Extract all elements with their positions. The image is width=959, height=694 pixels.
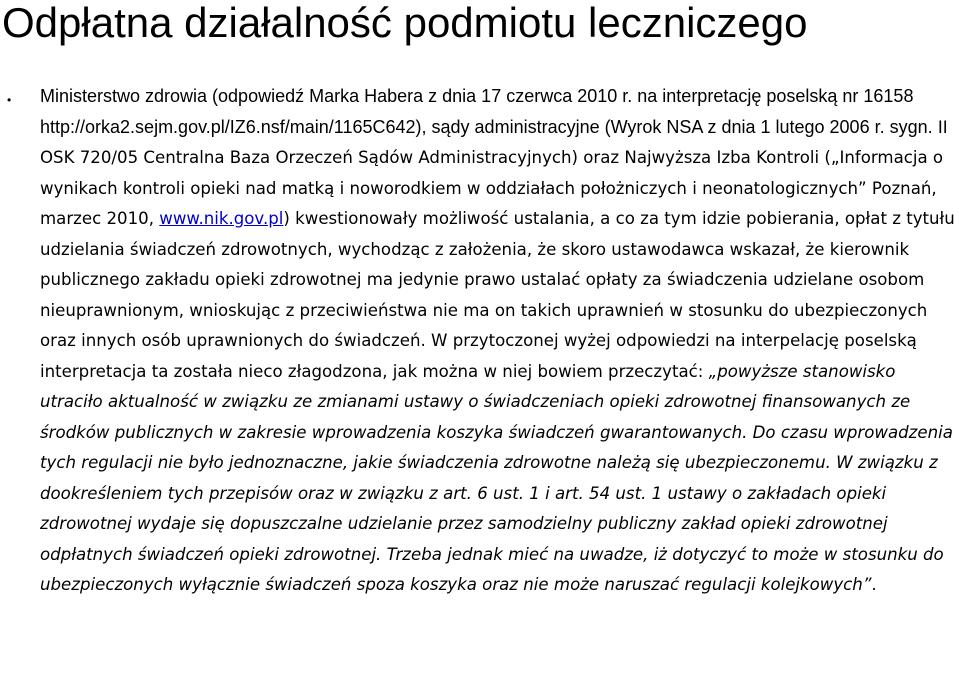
paragraph-quote: „powyższe stanowisko utraciło aktualność w związku ze zmianami ustawy o świadczeniach opieki zdrowotnej finansowanych ze środków publicznych w zakresie wprowadzenia koszyka świadczeń gwarantowanych. Do czasu wprowadzenia tych regulacji nie było jednoznaczne, jakie świadczenia zdrowotne należą się ubezpieczonemu. W związku z dookreśleniem tych przepisów oraz w związku z art. 6 ust. 1 i art. 54 ust. 1 ustawy o zakładach opieki zdrowotnej wydaje się dopuszczalne udzielanie przez samodzielny publiczny zakład opieki zdrowotnej odpłatnych świadczeń opieki zdrowotnej. Trzeba jednak mieć na uwadze, iż dotyczyć to może w stosunku do ubezpieczonych wyłącznie świadczeń spoza koszyka oraz nie może naruszać regulacji kolejkowych” (40, 361, 953, 594)
nik-link[interactable]: www.nik.gov.pl (159, 209, 284, 228)
paragraph-main: ) kwestionowały możliwość ustalania, a co za tym idzie pobierania, opłat z tytułu udzielania świadczeń zdrowotnych, wychodząc z założenia, że skoro ustawodawca wskazał, że kierownik publicznego zakładu opieki zdrowotnej ma jedynie prawo ustalać opłaty za świadczenia udzielane osobom nieuprawnionym, wnioskując z przeciwieństwa nie ma on takich uprawnień w stosunku do ubezpieczonych oraz innych osób uprawnionych do świadczeń. W przytoczonej wyżej odpowiedzi na interpelację poselską interpretacja ta została nieco złagodzona, jak można w niej bowiem przeczytać: (40, 209, 955, 381)
paragraph-end: . (871, 575, 877, 594)
paragraph-intro: Ministerstwo zdrowia (odpowiedź Marka Habera z dnia 17 czerwca 2010 r. na interpretację poselską nr 16158 http://orka2.sejm.gov.pl/IZ6.nsf/main/1165C642), sądy administracyjne (Wyrok NSA z dnia 1 lutego 2006 r. sygn. (40, 86, 933, 137)
paragraph-sources: II OSK 720/05 Centralna Baza Orzeczeń Sądów Administracyjnych) oraz Najwyższa Izba Kontroli („Informacja o wynikach kontroli opieki nad matką i noworodkiem w oddziałach położniczych i neonatologicznych” Poznań, marzec 2010, (40, 117, 948, 228)
bullet-paragraph (40, 82, 955, 601)
bullet-icon: • (7, 93, 12, 107)
slide-title: Odpłatna działalność podmiotu leczniczego (2, 0, 808, 46)
